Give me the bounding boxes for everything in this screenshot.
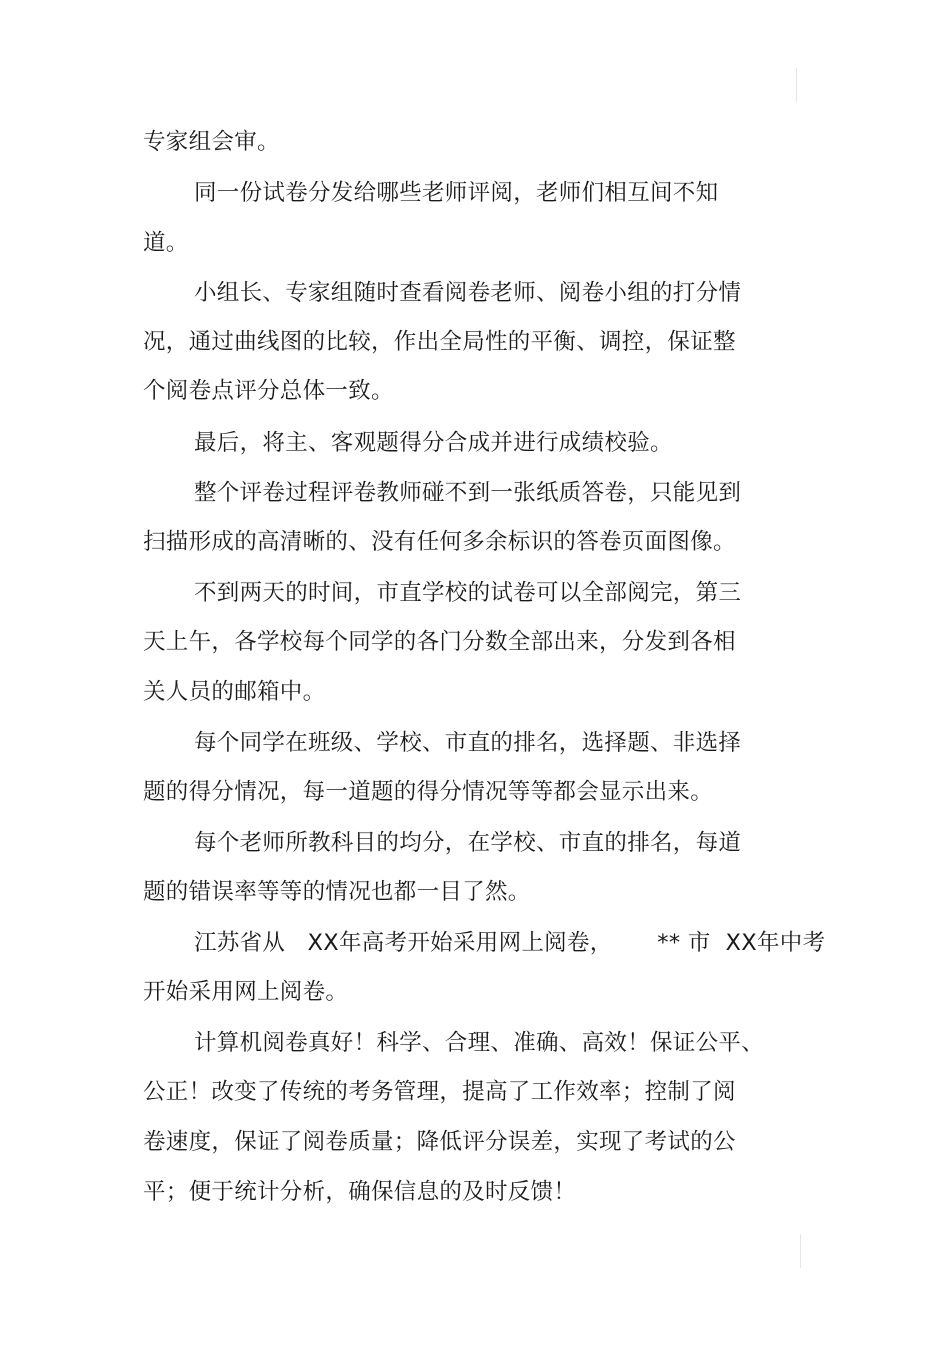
page-edge-mark-bottom	[800, 1234, 801, 1268]
text-line-5: 况，通过曲线图的比较，作出全局性的平衡、调控，保证整	[143, 329, 736, 355]
text-line-16: 题的错误率等等的情况也都一目了然。	[143, 879, 531, 905]
text-line-9: 扫描形成的高清晰的、没有任何多余标识的答卷页面图像。	[143, 529, 736, 555]
text-line-11: 天上午，各学校每个同学的各门分数全部出来，分发到各相	[143, 629, 736, 655]
page-edge-mark-top	[796, 68, 797, 102]
text-line-12: 关人员的邮箱中。	[143, 679, 326, 705]
text-line-4: 小组长、专家组随时查看阅卷老师、阅卷小组的打分情	[194, 280, 742, 306]
text-line-2: 同一份试卷分发给哪些老师评阅，老师们相互间不知	[194, 180, 719, 206]
text-line-13: 每个同学在班级、学校、市直的排名，选择题、非选择	[194, 730, 742, 756]
text-line-20: 公正！改变了传统的考务管理，提高了工作效率；控制了阅	[143, 1079, 736, 1105]
text-line-3: 道。	[143, 230, 189, 256]
text-line-15: 每个老师所教科目的均分，在学校、市直的排名，每道	[194, 830, 742, 856]
text-line-1: 专家组会审。	[143, 129, 280, 155]
text-line-22: 平；便于统计分析，确保信息的及时反馈！	[143, 1179, 577, 1205]
text-line-10: 不到两天的时间，市直学校的试卷可以全部阅完，第三	[194, 580, 742, 606]
text-line-14: 题的得分情况，每一道题的得分情况等等都会显示出来。	[143, 779, 714, 805]
text-line-7: 最后，将主、客观题得分合成并进行成绩校验。	[194, 430, 673, 456]
text-line-19: 计算机阅卷真好！科学、合理、准确、高效！保证公平、	[194, 1030, 765, 1056]
text-line-8: 整个评卷过程评卷教师碰不到一张纸质答卷，只能见到	[194, 480, 742, 506]
text-line-21: 卷速度，保证了阅卷质量；降低评分误差，实现了考试的公	[143, 1129, 736, 1155]
text-line-17: 江苏省从 XX年高考开始采用网上阅卷， ** 市 XX年中考	[194, 930, 826, 956]
text-line-6: 个阅卷点评分总体一致。	[143, 378, 394, 404]
text-line-18: 开始采用网上阅卷。	[143, 979, 349, 1005]
